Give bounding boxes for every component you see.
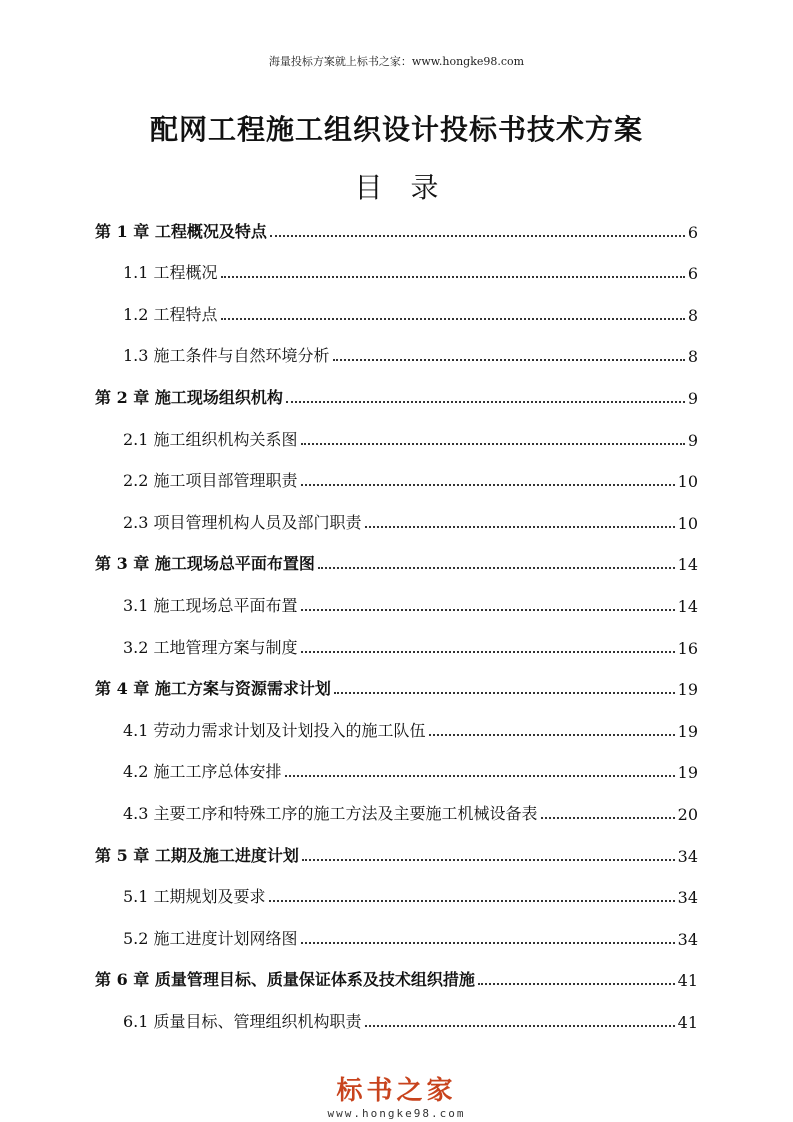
toc-dot-leader	[302, 859, 675, 861]
toc-page-number: 6	[687, 264, 698, 284]
toc-dot-leader	[318, 567, 675, 569]
toc-section-entry[interactable]	[95, 705, 698, 747]
toc-dot-leader	[301, 484, 675, 486]
toc-dot-leader	[429, 734, 675, 736]
toc-section-entry[interactable]	[95, 996, 698, 1038]
toc-entry-label: 1.1 工程概况	[123, 263, 218, 283]
toc-page-number: 41	[677, 971, 698, 991]
toc-section-entry[interactable]	[95, 414, 698, 456]
toc-dot-leader	[285, 775, 675, 777]
toc-entry-label: 5.2 施工进度计划网络图	[123, 928, 298, 948]
toc-dot-leader	[301, 443, 685, 445]
toc-chapter-entry[interactable]	[95, 372, 698, 414]
toc-section-entry[interactable]	[95, 872, 698, 914]
toc-dot-leader	[286, 401, 685, 403]
toc-page-number: 34	[677, 929, 698, 949]
toc-page-number: 8	[687, 305, 698, 325]
toc-page-number: 19	[677, 721, 698, 741]
toc-page-number: 8	[687, 347, 698, 367]
toc-page-number: 10	[677, 472, 698, 492]
toc-entry-label: 第 3 章 施工现场总平面布置图	[95, 554, 315, 574]
toc-dot-leader	[301, 942, 675, 944]
toc-dot-leader	[221, 318, 685, 320]
toc-chapter-entry[interactable]	[95, 539, 698, 581]
logo-text: 标书之家	[336, 1076, 457, 1106]
toc-entry-label: 4.1 劳动力需求计划及计划投入的施工队伍	[123, 720, 426, 740]
toc-page-number: 34	[677, 846, 698, 866]
toc-page-number: 16	[677, 638, 698, 658]
toc-dot-leader	[334, 692, 675, 694]
toc-page-number: 9	[687, 430, 698, 450]
toc-entry-label: 第 1 章 工程概况及特点	[95, 221, 267, 241]
toc-section-entry[interactable]	[95, 580, 698, 622]
toc-entry-label: 1.3 施工条件与自然环境分析	[123, 346, 330, 366]
document-title: 配网工程施工组织设计投标书技术方案	[149, 113, 643, 146]
toc-section-entry[interactable]	[95, 289, 698, 331]
toc-chapter-entry[interactable]	[95, 664, 698, 706]
toc-entry-label: 6.1 质量目标、管理组织机构职责	[123, 1011, 362, 1031]
toc-section-entry[interactable]	[95, 747, 698, 789]
toc-entry-label: 2.2 施工项目部管理职责	[123, 471, 298, 491]
toc-entry-label: 2.3 项目管理机构人员及部门职责	[123, 512, 362, 532]
toc-heading: 目录	[354, 171, 467, 204]
toc-entry-label: 第 2 章 施工现场组织机构	[95, 387, 283, 407]
toc-chapter-entry[interactable]	[95, 206, 698, 248]
toc-entry-label: 1.2 工程特点	[123, 304, 218, 324]
toc-dot-leader	[301, 609, 675, 611]
toc-dot-leader	[269, 900, 675, 902]
toc-section-entry[interactable]	[95, 497, 698, 539]
toc-section-entry[interactable]	[95, 913, 698, 955]
toc-dot-leader	[301, 651, 675, 653]
table-of-contents	[95, 206, 698, 1038]
toc-page-number: 14	[677, 596, 698, 616]
toc-entry-label: 2.1 施工组织机构关系图	[123, 429, 298, 449]
toc-section-entry[interactable]	[95, 622, 698, 664]
toc-page-number: 6	[687, 222, 698, 242]
toc-page-number: 14	[677, 555, 698, 575]
page-header: 海量投标方案就上标书之家：www.hongke98.com	[268, 55, 525, 68]
toc-page-number: 19	[677, 680, 698, 700]
toc-chapter-entry[interactable]	[95, 955, 698, 997]
toc-page-number: 34	[677, 888, 698, 908]
toc-page-number: 19	[677, 763, 698, 783]
toc-page-number: 41	[677, 1012, 698, 1032]
toc-entry-label: 4.2 施工工序总体安排	[123, 762, 282, 782]
toc-section-entry[interactable]	[95, 788, 698, 830]
toc-dot-leader	[333, 359, 685, 361]
toc-page-number: 10	[677, 513, 698, 533]
toc-dot-leader	[270, 235, 685, 237]
toc-dot-leader	[221, 276, 685, 278]
toc-entry-label: 4.3 主要工序和特殊工序的施工方法及主要施工机械设备表	[123, 803, 538, 823]
toc-dot-leader	[541, 817, 675, 819]
logo-url: www.hongke98.com	[327, 1107, 466, 1120]
toc-section-entry[interactable]	[95, 248, 698, 290]
toc-entry-label: 5.1 工期规划及要求	[123, 887, 266, 907]
toc-dot-leader	[365, 1025, 675, 1027]
toc-dot-leader	[478, 983, 675, 985]
toc-page-number: 9	[687, 388, 698, 408]
toc-section-entry[interactable]	[95, 456, 698, 498]
toc-chapter-entry[interactable]	[95, 830, 698, 872]
toc-entry-label: 第 5 章 工期及施工进度计划	[95, 845, 299, 865]
toc-section-entry[interactable]	[95, 331, 698, 373]
footer-logo	[0, 1070, 793, 1120]
toc-page-number: 20	[677, 804, 698, 824]
toc-entry-label: 第 4 章 施工方案与资源需求计划	[95, 679, 331, 699]
toc-dot-leader	[365, 526, 675, 528]
toc-entry-label: 第 6 章 质量管理目标、质量保证体系及技术组织措施	[95, 970, 475, 990]
toc-entry-label: 3.1 施工现场总平面布置	[123, 595, 298, 615]
toc-entry-label: 3.2 工地管理方案与制度	[123, 637, 298, 657]
